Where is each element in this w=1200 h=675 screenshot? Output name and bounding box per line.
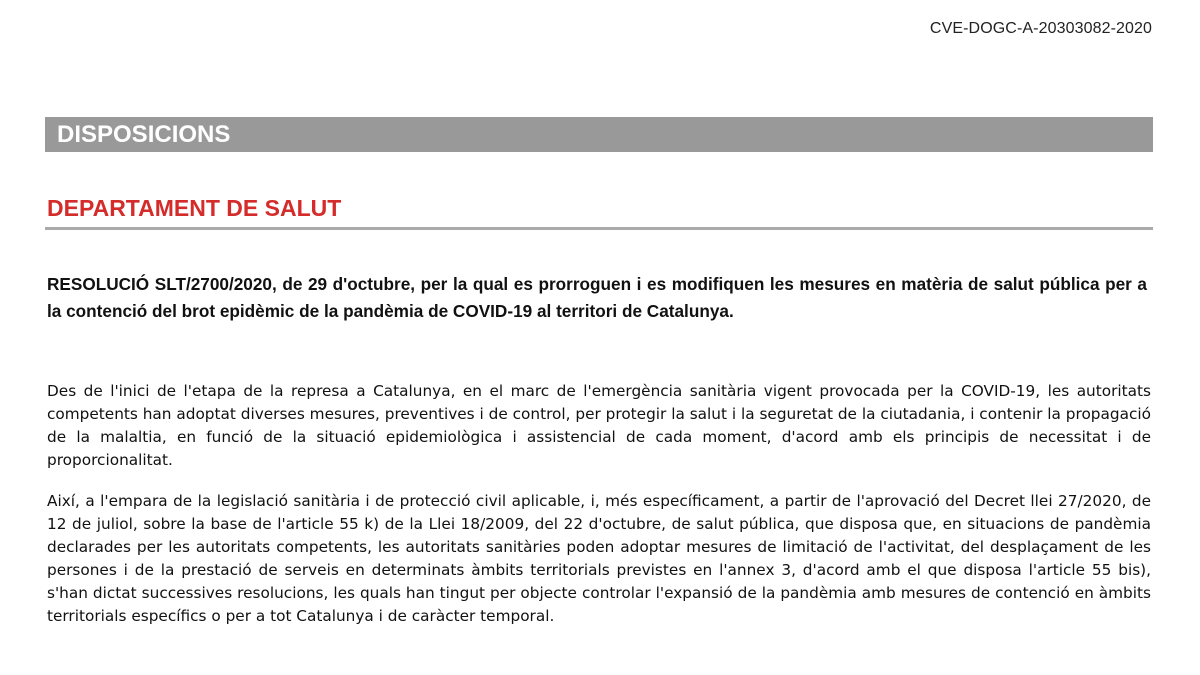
resolution-title: RESOLUCIÓ SLT/2700/2020, de 29 d'octubre, per la qual es prorroguen i es modifiquen les mesures en matèria de salut pública per a la contenció del brot epidèmic de la pandèmia de COVID-19 al territori de Catalunya. xyxy=(47,274,1147,321)
section-header: DISPOSICIONS xyxy=(45,117,1153,152)
cve-code: CVE-DOGC-A-20303082-2020 xyxy=(929,20,1152,37)
department-title: DEPARTAMENT DE SALUT xyxy=(47,195,342,221)
department-divider xyxy=(45,227,1153,230)
body-paragraph-2: Així, a l'empara de la legislació sanitària i de protecció civil aplicable, i, més específicament, a partir de l'aprovació del Decret llei 27/2020, de 12 de juliol, sobre la base de l'article 55 k) de la Llei 18/2009, del 22 d'octubre, de salut pública, que disposa que, en situacions de pandèmia declarades per les autoritats competents, les autoritats sanitàries poden adoptar mesures de limitació de l'activitat, del desplaçament de les persones i de la prestació de serveis en determinats àmbits territorials previstes en l'annex 3, d'acord amb el que disposa l'article 55 bis), s'han dictat successives resolucions, les quals han tingut per objecte controlar l'expansió de la pandèmia amb mesures de contenció en àmbits territorials específics o per a tot Catalunya i de caràcter temporal. xyxy=(47,492,1151,625)
body-paragraph-1: Des de l'inici de l'etapa de la represa a Catalunya, en el marc de l'emergència sanitària vigent provocada per la COVID-19, les autoritats competents han adoptat diverses mesures, preventives i de control, per protegir la salut i la seguretat de la ciutadania, i contenir la propagació de la malaltia, en funció de la situació epidemiològica i assistencial de cada moment, d'acord amb els principis de necessitat i de proporcionalitat. xyxy=(47,382,1151,469)
